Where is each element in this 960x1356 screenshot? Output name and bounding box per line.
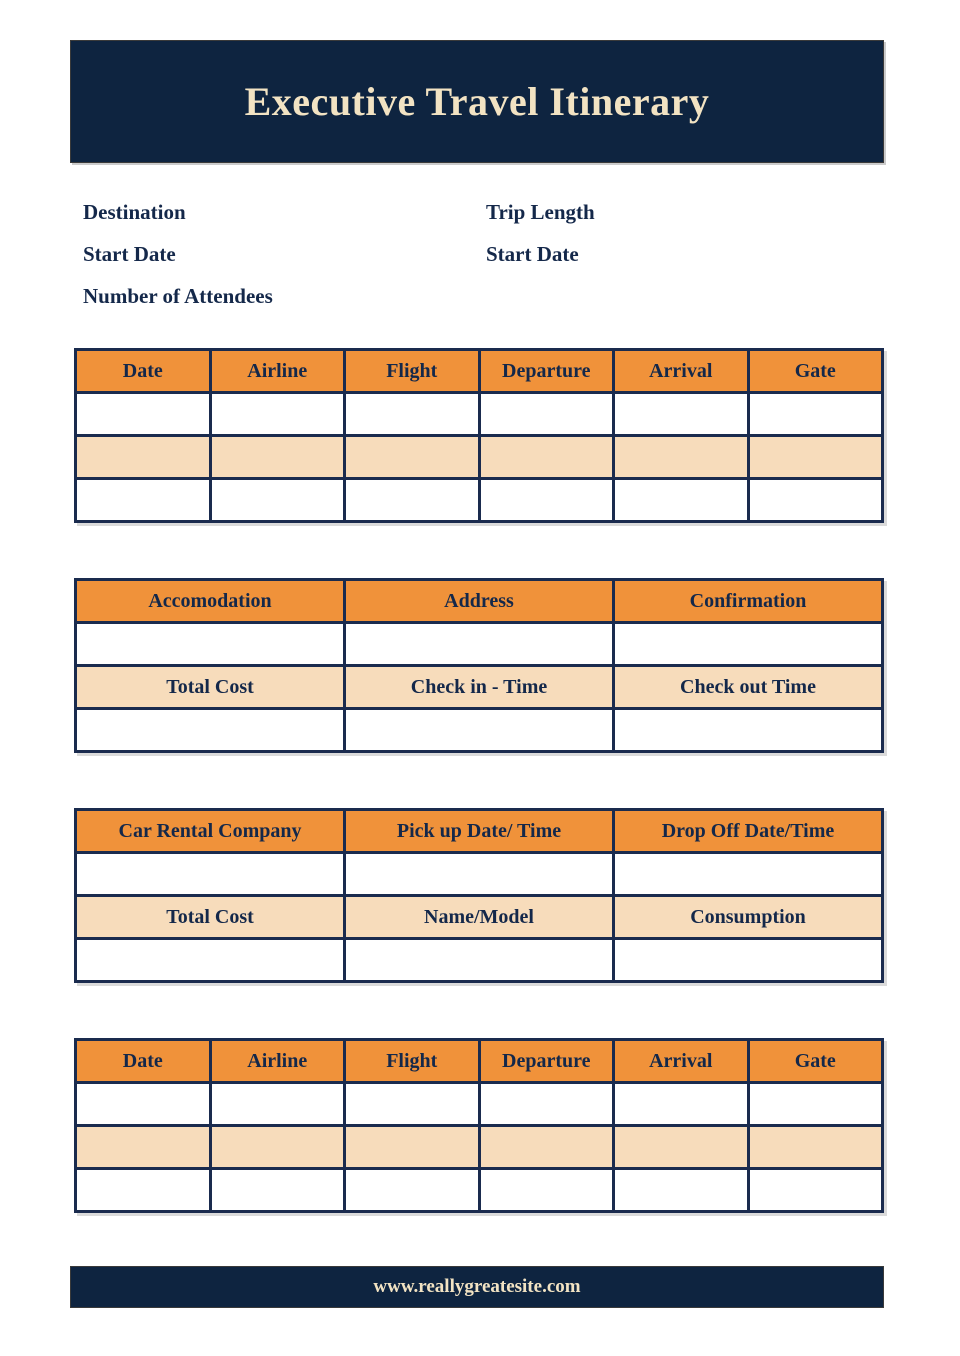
flight-data-row <box>76 393 883 436</box>
empty-cell[interactable] <box>76 436 211 479</box>
empty-cell[interactable] <box>76 853 345 896</box>
empty-cell[interactable] <box>76 1169 211 1212</box>
accomodation-column-header: Accomodation <box>76 580 345 623</box>
empty-cell[interactable] <box>345 709 614 752</box>
page-title: Executive Travel Itinerary <box>244 79 710 124</box>
check-in-time-column-header: Check in - Time <box>345 666 614 709</box>
empty-cell[interactable] <box>76 1126 211 1169</box>
empty-cell[interactable] <box>479 1169 614 1212</box>
start-date-label: Start Date <box>83 242 176 266</box>
empty-cell[interactable] <box>345 1169 480 1212</box>
empty-cell[interactable] <box>210 479 345 522</box>
flight-table-return <box>74 1038 884 1213</box>
empty-cell[interactable] <box>748 436 883 479</box>
accommodation-subheader-row <box>76 666 883 709</box>
empty-cell[interactable] <box>76 479 211 522</box>
empty-cell[interactable] <box>614 479 749 522</box>
arrival-column-header: Arrival <box>614 1040 749 1083</box>
departure-column-header: Departure <box>479 1040 614 1083</box>
drop-off-date-time-column-header: Drop Off Date/Time <box>614 810 883 853</box>
check-out-time-column-header: Check out Time <box>614 666 883 709</box>
trip-info-left-column <box>83 201 273 307</box>
flight-header-row <box>76 350 883 393</box>
total-cost-column-header: Total Cost <box>76 666 345 709</box>
empty-cell[interactable] <box>345 623 614 666</box>
flight-data-row <box>76 436 883 479</box>
airline-column-header: Airline <box>210 1040 345 1083</box>
accommodation-table <box>74 578 884 753</box>
empty-cell[interactable] <box>614 1126 749 1169</box>
flight-data-row <box>76 479 883 522</box>
consumption-column-header: Consumption <box>614 896 883 939</box>
departure-column-header: Departure <box>479 350 614 393</box>
empty-cell[interactable] <box>345 393 480 436</box>
start-date-label-2: Start Date <box>486 242 579 266</box>
arrival-column-header: Arrival <box>614 350 749 393</box>
trip-length-label: Trip Length <box>486 200 595 224</box>
empty-cell[interactable] <box>479 479 614 522</box>
empty-cell[interactable] <box>210 436 345 479</box>
empty-cell[interactable] <box>210 1169 345 1212</box>
car-rental-table <box>74 808 884 983</box>
header-banner <box>70 40 884 163</box>
empty-cell[interactable] <box>345 1083 480 1126</box>
flight-table-outbound <box>74 348 884 523</box>
confirmation-column-header: Confirmation <box>614 580 883 623</box>
empty-cell[interactable] <box>345 853 614 896</box>
empty-cell[interactable] <box>479 393 614 436</box>
car-rental-header-row <box>76 810 883 853</box>
accommodation-data-row <box>76 709 883 752</box>
date-column-header: Date <box>76 350 211 393</box>
empty-cell[interactable] <box>345 436 480 479</box>
empty-cell[interactable] <box>614 939 883 982</box>
flight-data-row <box>76 1083 883 1126</box>
empty-cell[interactable] <box>76 623 345 666</box>
car-rental-company-column-header: Car Rental Company <box>76 810 345 853</box>
empty-cell[interactable] <box>76 1083 211 1126</box>
gate-column-header: Gate <box>748 350 883 393</box>
empty-cell[interactable] <box>748 1169 883 1212</box>
empty-cell[interactable] <box>614 393 749 436</box>
accommodation-data-row <box>76 623 883 666</box>
pick-up-date-time-column-header: Pick up Date/ Time <box>345 810 614 853</box>
empty-cell[interactable] <box>614 853 883 896</box>
empty-cell[interactable] <box>748 1126 883 1169</box>
empty-cell[interactable] <box>345 1126 480 1169</box>
empty-cell[interactable] <box>748 479 883 522</box>
empty-cell[interactable] <box>76 393 211 436</box>
empty-cell[interactable] <box>479 1126 614 1169</box>
flight-data-row <box>76 1169 883 1212</box>
flight-column-header: Flight <box>345 1040 480 1083</box>
empty-cell[interactable] <box>479 436 614 479</box>
date-column-header: Date <box>76 1040 211 1083</box>
trip-info-right-column <box>486 201 595 265</box>
flight-column-header: Flight <box>345 350 480 393</box>
car-rental-data-row <box>76 939 883 982</box>
flight-data-row <box>76 1126 883 1169</box>
empty-cell[interactable] <box>614 709 883 752</box>
empty-cell[interactable] <box>345 479 480 522</box>
address-column-header: Address <box>345 580 614 623</box>
empty-cell[interactable] <box>210 393 345 436</box>
empty-cell[interactable] <box>748 1083 883 1126</box>
empty-cell[interactable] <box>345 939 614 982</box>
website-url: www.reallygreatesite.com <box>373 1276 581 1297</box>
footer-banner <box>70 1266 884 1308</box>
empty-cell[interactable] <box>614 1169 749 1212</box>
empty-cell[interactable] <box>76 709 345 752</box>
number-of-attendees-label: Number of Attendees <box>83 284 273 308</box>
flight-header-row <box>76 1040 883 1083</box>
gate-column-header: Gate <box>748 1040 883 1083</box>
empty-cell[interactable] <box>614 1083 749 1126</box>
car-rental-subheader-row <box>76 896 883 939</box>
airline-column-header: Airline <box>210 350 345 393</box>
empty-cell[interactable] <box>748 393 883 436</box>
empty-cell[interactable] <box>76 939 345 982</box>
empty-cell[interactable] <box>210 1126 345 1169</box>
empty-cell[interactable] <box>614 623 883 666</box>
accommodation-header-row <box>76 580 883 623</box>
car-rental-data-row <box>76 853 883 896</box>
total-cost-column-header: Total Cost <box>76 896 345 939</box>
destination-label: Destination <box>83 200 186 224</box>
empty-cell[interactable] <box>479 1083 614 1126</box>
empty-cell[interactable] <box>614 436 749 479</box>
empty-cell[interactable] <box>210 1083 345 1126</box>
name-model-column-header: Name/Model <box>345 896 614 939</box>
